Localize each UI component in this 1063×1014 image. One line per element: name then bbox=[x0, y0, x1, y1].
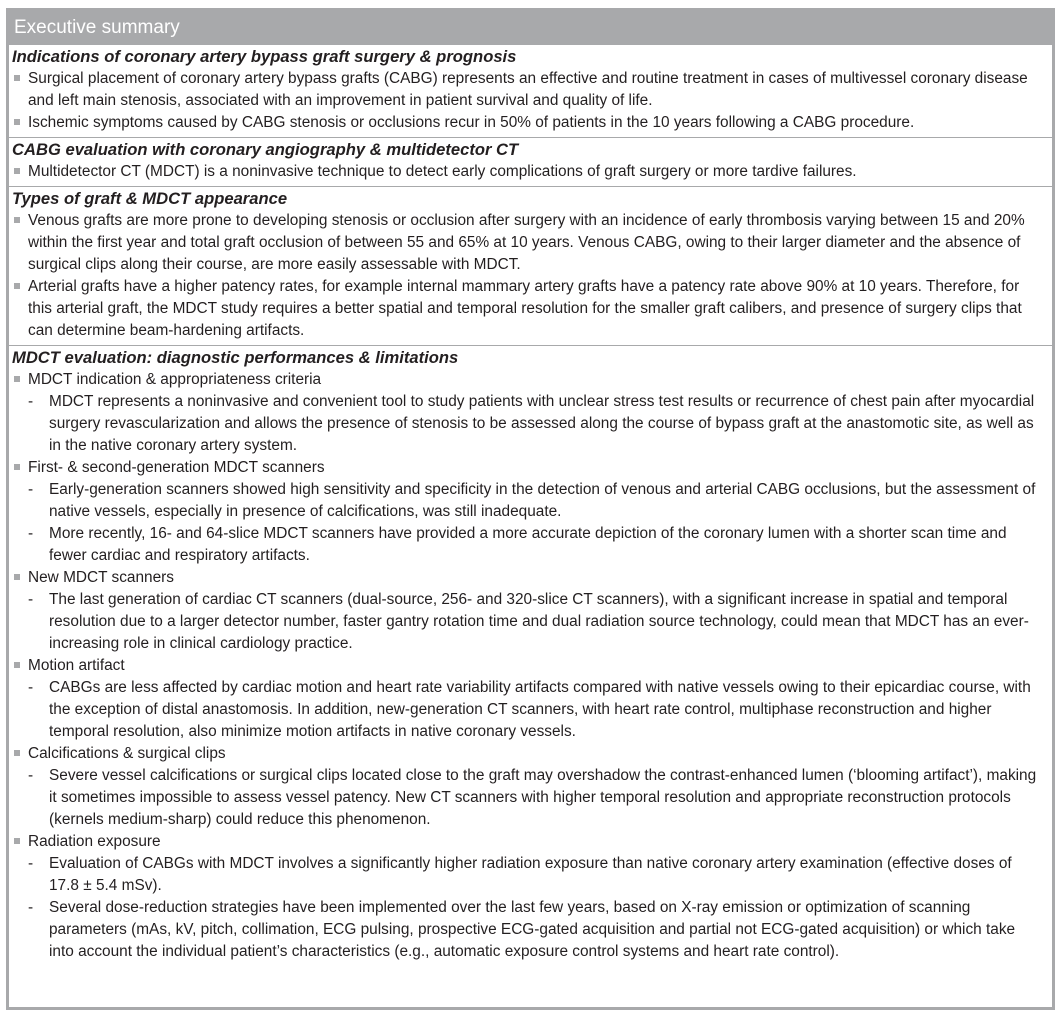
section-graft-types bbox=[9, 186, 1052, 345]
dash-marker: - bbox=[28, 679, 34, 696]
square-bullet-icon bbox=[14, 662, 20, 668]
executive-summary-box bbox=[6, 8, 1055, 1010]
dash-list bbox=[9, 853, 1052, 963]
dash-marker: - bbox=[28, 591, 34, 608]
section-indications bbox=[9, 44, 1052, 137]
bullet-item bbox=[9, 457, 1052, 479]
square-bullet-icon bbox=[14, 119, 20, 125]
dash-item bbox=[28, 897, 1052, 963]
square-bullet-icon bbox=[14, 750, 20, 756]
square-bullet-icon bbox=[14, 838, 20, 844]
dash-item bbox=[28, 765, 1052, 831]
dash-text: The last generation of cardiac CT scanners (dual-source, 256- and 320-slice CT scanners), with a significant increase in spatial and temporal resolution due to a larger detector number, faster gantry rotation time and dual radiation source technology, could mean that MDCT has an ever-increasing role in clinical cardiology practice. bbox=[49, 591, 1029, 652]
dash-text: Severe vessel calcifications or surgical clips located close to the graft may overshadow the contrast-enhanced lumen (‘blooming artifact’), making it sometimes impossible to assess vessel patency. New CT scanners with higher temporal resolution and appropriate reconstruction protocols (kernels medium-sharp) could reduce this phenomenon. bbox=[49, 767, 1037, 828]
dash-item bbox=[28, 523, 1052, 567]
bullet-list bbox=[9, 161, 1052, 183]
bullet-label: Calcifications & surgical clips bbox=[28, 745, 226, 762]
sub-list-container bbox=[9, 391, 1052, 457]
bullet-label: Motion artifact bbox=[28, 657, 125, 674]
dash-item bbox=[28, 589, 1052, 655]
summary-header: Executive summary bbox=[9, 11, 1052, 44]
dash-list bbox=[9, 589, 1052, 655]
sub-list-container bbox=[9, 589, 1052, 655]
bullet-list bbox=[9, 210, 1052, 342]
bullet-label: Radiation exposure bbox=[28, 833, 161, 850]
square-bullet-icon bbox=[14, 168, 20, 174]
bullet-item bbox=[9, 112, 1052, 134]
bullet-item bbox=[9, 210, 1052, 276]
dash-list bbox=[9, 765, 1052, 831]
bullet-item bbox=[9, 276, 1052, 342]
square-bullet-icon bbox=[14, 376, 20, 382]
square-bullet-icon bbox=[14, 574, 20, 580]
bullet-text: Venous grafts are more prone to developing stenosis or occlusion after surgery with an incidence of early thrombosis varying between 15 and 20% within the first year and total graft occlusion of between 55 and 65% at 10 years. Venous CABG, owing to their larger diameter and the absence of surgical clips along their course, are more easily assessable with MDCT. bbox=[28, 212, 1025, 273]
bullet-list bbox=[9, 369, 1052, 963]
dash-text: Several dose-reduction strategies have been implemented over the last few years, based on X-ray emission or optimization of scanning parameters (mAs, kV, pitch, collimation, ECG pulsing, prospective ECG-gated acquisition and partial not ECG-gated acquisition) or which take into account the individual patient’s characteristics (e.g., automatic exposure control systems and heart rate control). bbox=[49, 899, 1016, 960]
square-bullet-icon bbox=[14, 217, 20, 223]
dash-marker: - bbox=[28, 525, 34, 542]
square-bullet-icon bbox=[14, 464, 20, 470]
dash-item bbox=[28, 677, 1052, 743]
bullet-text: Surgical placement of coronary artery bypass grafts (CABG) represents an effective and routine treatment in cases of multivessel coronary disease and left main stenosis, associated with an improvement in patient survival and quality of life. bbox=[28, 70, 1028, 109]
dash-item bbox=[28, 853, 1052, 897]
dash-marker: - bbox=[28, 855, 34, 872]
dash-marker: - bbox=[28, 481, 34, 498]
square-bullet-icon bbox=[14, 75, 20, 81]
dash-text: Evaluation of CABGs with MDCT involves a significantly higher radiation exposure than native coronary artery examination (effective doses of 17.8 ± 5.4 mSv). bbox=[49, 855, 1012, 894]
bullet-item bbox=[9, 743, 1052, 765]
bullet-label: MDCT indication & appropriateness criteria bbox=[28, 371, 322, 388]
section-title: Types of graft & MDCT appearance bbox=[12, 189, 288, 208]
section-cabg-evaluation bbox=[9, 137, 1052, 186]
dash-text: MDCT represents a noninvasive and convenient tool to study patients with unclear stress test results or recurrence of chest pain after myocardial surgery revascularization and allows the presence of stenosis to be assessed along the course of bypass graft at the anastomotic site, as well as in the native coronary artery system. bbox=[49, 393, 1035, 454]
bullet-item bbox=[9, 831, 1052, 853]
square-bullet-icon bbox=[14, 283, 20, 289]
bullet-text: Multidetector CT (MDCT) is a noninvasive technique to detect early complications of graft surgery or more tardive failures. bbox=[28, 163, 857, 180]
bullet-label: New MDCT scanners bbox=[28, 569, 174, 586]
bullet-label: First- & second-generation MDCT scanners bbox=[28, 459, 325, 476]
sub-list-container bbox=[9, 853, 1052, 963]
section-mdct-evaluation bbox=[9, 345, 1052, 966]
section-title: Indications of coronary artery bypass graft surgery & prognosis bbox=[12, 47, 517, 66]
section-title: CABG evaluation with coronary angiography & multidetector CT bbox=[12, 140, 519, 159]
bullet-item bbox=[9, 655, 1052, 677]
bullet-item bbox=[9, 567, 1052, 589]
dash-marker: - bbox=[28, 767, 34, 784]
dash-item bbox=[28, 479, 1052, 523]
bullet-item bbox=[9, 68, 1052, 112]
dash-list bbox=[9, 677, 1052, 743]
dash-text: CABGs are less affected by cardiac motion and heart rate variability artifacts compared with native vessels owing to their epicardiac course, with the exception of distal anastomosis. In addition, new-generation CT scanners, with heart rate control, multiphase reconstruction and higher temporal resolution, also minimize motion artifacts in native coronary vessels. bbox=[49, 679, 1031, 740]
bullet-text: Arterial grafts have a higher patency rates, for example internal mammary artery grafts have a patency rate above 90% at 10 years. Therefore, for this arterial graft, the MDCT study requires a better spatial and temporal resolution for the smaller graft calibers, and presence of surgery clips that can determine beam-hardening artifacts. bbox=[28, 278, 1022, 339]
bullet-text: Ischemic symptoms caused by CABG stenosis or occlusions recur in 50% of patients in the 10 years following a CABG procedure. bbox=[28, 114, 915, 131]
section-title: MDCT evaluation: diagnostic performances & limitations bbox=[12, 348, 459, 367]
dash-item bbox=[28, 391, 1052, 457]
bullet-item bbox=[9, 161, 1052, 183]
bullet-item bbox=[9, 369, 1052, 391]
sub-list-container bbox=[9, 677, 1052, 743]
dash-text: More recently, 16- and 64-slice MDCT scanners have provided a more accurate depiction of the coronary lumen with a shorter scan time and fewer cardiac and respiratory artifacts. bbox=[49, 525, 1007, 564]
dash-list bbox=[9, 391, 1052, 457]
dash-marker: - bbox=[28, 393, 34, 410]
dash-list bbox=[9, 479, 1052, 567]
dash-marker: - bbox=[28, 899, 34, 916]
sub-list-container bbox=[9, 479, 1052, 567]
dash-text: Early-generation scanners showed high sensitivity and specificity in the detection of venous and arterial CABG occlusions, but the assessment of native vessels, especially in presence of calcifications, was still inadequate. bbox=[49, 481, 1036, 520]
bullet-list bbox=[9, 68, 1052, 134]
sub-list-container bbox=[9, 765, 1052, 831]
